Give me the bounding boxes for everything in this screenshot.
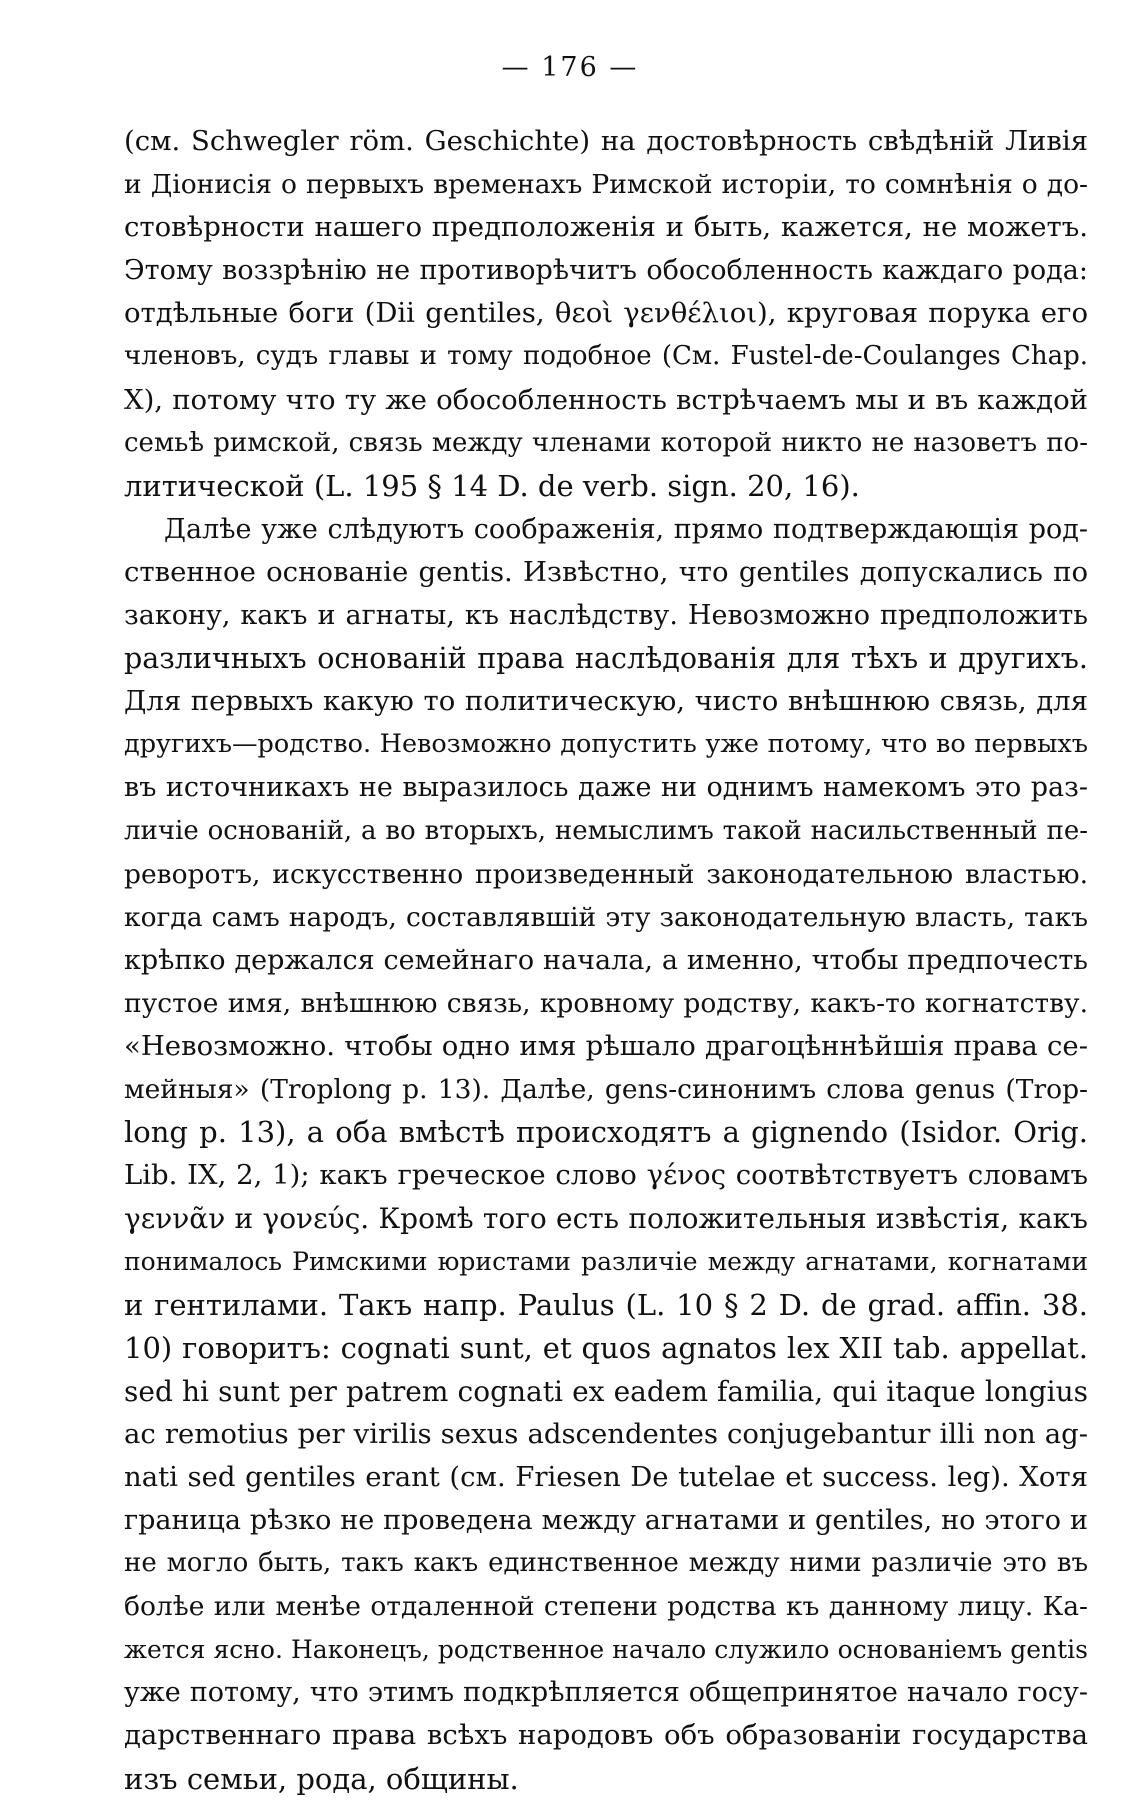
- text-line: nati sed gentiles erant (см. Friesen De tutelae et success. leg). Хотя: [124, 1460, 1088, 1493]
- text-line: литической (L. 195 § 14 D. de verb. sign. 20, 16).: [124, 468, 860, 503]
- text-line: Lib. IX, 2, 1); какъ греческое слово γένος соотвѣтствуетъ словамъ: [124, 1159, 1088, 1192]
- text-line: и гентилами. Такъ напр. Paulus (L. 10 § 2 D. de grad. affin. 38.: [124, 1287, 1088, 1322]
- text-line: понималось Римскими юристами различіе между агнатами, когнатами: [124, 1247, 1088, 1277]
- text-line: пустое имя, внѣшнюю связь, кровному родству, какъ-то когнатству.: [124, 987, 1088, 1019]
- text-line: граница рѣзко не проведена между агнатами и gentiles, но этого и: [124, 1505, 1088, 1536]
- text-line: «Невозможно. чтобы одно имя рѣшало драгоцѣннѣйшія права се-: [124, 1029, 1088, 1062]
- text-line: дарственнаго права всѣхъ народовъ объ образованiи государства: [124, 1719, 1088, 1752]
- text-line: ственное основаніе gentis. Извѣстно, что gentiles допускались по: [124, 555, 1088, 588]
- text-line: (см. Schwegler röm. Geschichte) на достовѣрность свѣдѣнiй Ливія: [124, 125, 1088, 157]
- text-line: уже потому, что этимъ подкрѣпляется общепринятое начало госу-: [124, 1677, 1088, 1709]
- text-line: семьѣ римской, связь между членами которой никто не назоветъ по-: [124, 427, 1088, 458]
- text-line: мейныя» (Troplong p. 13). Далѣе, gens-синонимъ слова genus (Trop-: [124, 1074, 1088, 1106]
- text-line: личіе основанiй, а во вторыхъ, немыслимъ такой насильственный пе-: [124, 815, 1088, 846]
- text-line: когда самъ народъ, составлявшiй эту законодательную власть, такъ: [124, 901, 1088, 933]
- text-line: въ источникахъ не выразилось даже ни однимъ намекомъ это раз-: [124, 772, 1088, 804]
- text-line: Далѣе уже слѣдуютъ соображенія, прямо подтверждающія род-: [164, 513, 1088, 545]
- text-line: sed hi sunt per patrem cognati ex eadem familia, qui itaque longius: [124, 1374, 1088, 1408]
- text-line: различныхъ основанiй права наслѣдованія для тѣхъ и другихъ.: [124, 642, 1088, 676]
- text-line: Этому воззрѣнію не противорѣчитъ обособленность каждаго рода:: [124, 255, 1088, 287]
- text-line: и Діонисія о первыхъ временахъ Римской исторіи, то сомнѣнія о до-: [124, 169, 1088, 201]
- text-line: X), потому что ту же обособленность встрѣчаемъ мы и въ каждой: [124, 383, 1088, 416]
- text-line: жется ясно. Наконецъ, родственное начало служило основаніемъ gentis: [124, 1635, 1088, 1665]
- text-line: болѣе или менѣе отдаленной степени родства къ данному лицу. Ка-: [124, 1591, 1088, 1623]
- text-line: крѣпко держался семейнаго начала, а именно, чтобы предпочесть: [124, 944, 1088, 976]
- page-number: — 176 —: [501, 52, 639, 83]
- text-line: ac remotius per virilis sexus adscendentes conjugebantur illi non ag-: [124, 1417, 1088, 1450]
- text-line: отдѣльные боги (Dii gentiles, θεοὶ γενθέλιοι), круговая порука его: [124, 297, 1088, 330]
- text-line: закону, какъ и агнаты, къ наслѣдству. Невозможно предположить: [124, 600, 1088, 632]
- text-line: Для первыхъ какую то политическую, чисто внѣшнюю связь, для: [124, 685, 1088, 718]
- text-line: long p. 13), а оба вмѣстѣ происходятъ a gignendo (Isidor. Orig.: [124, 1115, 1088, 1150]
- text-line: изъ семьи, рода, общины.: [124, 1761, 519, 1796]
- text-line: членовъ, судъ главы и тому подобное (См. Fustel-de-Coulanges Chap.: [124, 341, 1088, 372]
- text-line: другихъ—родство. Невозможно допустить уже потому, что во первыхъ: [124, 729, 1088, 760]
- text-line: γεννᾶν и γονεύς. Кромѣ того есть положительныя извѣстія, какъ: [124, 1202, 1088, 1236]
- body-text: [124, 120, 1088, 1801]
- text-line: реворотъ, искусственно произведенный законодательною властью.: [124, 858, 1088, 890]
- text-line: 10) говоритъ: cognati sunt, et quos agnatos lex XII tab. appellat.: [124, 1330, 1088, 1365]
- text-line: не могло быть, такъ какъ единственное между ними различіе это въ: [124, 1548, 1088, 1579]
- text-line: стовѣрности нашего предположенія и быть, кажется, не можетъ.: [124, 211, 1088, 244]
